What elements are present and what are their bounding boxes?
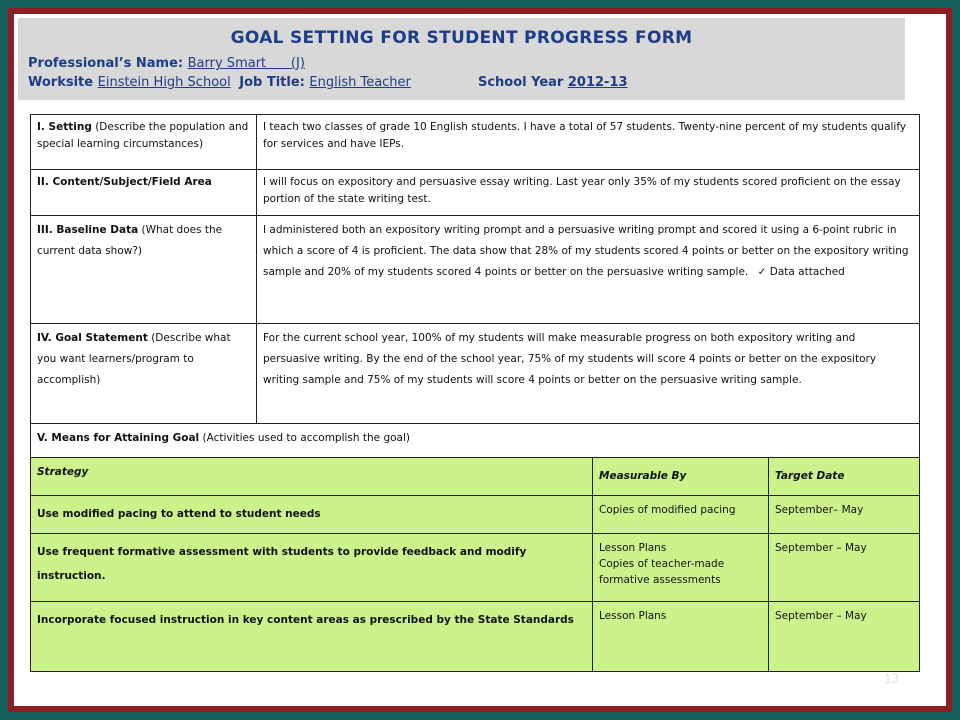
strategy-row	[31, 534, 920, 602]
measurable-header: Measurable By	[593, 458, 769, 496]
form-title: GOAL SETTING FOR STUDENT PROGRESS FORM	[230, 28, 693, 48]
measurable-text: Copies of modified pacing	[593, 496, 769, 534]
baseline-label: III. Baseline Data	[37, 224, 139, 236]
measurable-text: Lesson Plans	[593, 602, 769, 672]
setting-label-desc: (Describe the population and special learning circumstances)	[37, 121, 249, 150]
job-title-value: English Teacher	[309, 75, 411, 90]
baseline-text: I administered both an expository writing prompt and a persuasive writing prompt and scored it using a 6-point rubric in which a score of 4 is proficient. The data show that 28% of my students scored 4 points or better on the expository writing sample and 20% of my students scored 4 points or better on the persuasive writing sample.	[263, 224, 909, 278]
content-row	[31, 170, 920, 216]
baseline-text-cell	[257, 216, 920, 324]
goal-form-table	[30, 114, 920, 672]
setting-row	[31, 115, 920, 170]
professional-line	[28, 54, 895, 73]
measurable-text: Lesson Plans Copies of teacher-made formative assessments	[593, 534, 769, 602]
strategy-text: Incorporate focused instruction in key content areas as prescribed by the State Standards	[31, 602, 593, 672]
job-title-label: Job Title:	[239, 75, 305, 90]
professional-name: Barry Smart (J)	[187, 56, 305, 71]
setting-label: I. Setting	[37, 121, 92, 133]
school-year-value: 2012-13	[567, 75, 628, 90]
strategy-row	[31, 496, 920, 534]
goal-row	[31, 324, 920, 424]
worksite-value: Einstein High School	[97, 75, 231, 90]
setting-text: I teach two classes of grade 10 English students. I have a total of 57 students. Twenty-nine percent of my students qualify for services and have IEPs.	[257, 115, 920, 170]
means-row	[31, 424, 920, 458]
means-label: V. Means for Attaining Goal	[37, 432, 200, 444]
content-label: II. Content/Subject/Field Area	[31, 170, 257, 216]
form-header	[18, 18, 905, 100]
target-date-header: Target Date	[769, 458, 920, 496]
school-year-label: School Year	[477, 75, 564, 90]
setting-label-cell	[31, 115, 257, 170]
goal-label-cell	[31, 324, 257, 424]
strategy-text: Use frequent formative assessment with students to provide feedback and modify instruction.	[31, 534, 593, 602]
data-attached-note: Data attached	[769, 266, 845, 278]
strategy-header: Strategy	[31, 458, 593, 496]
baseline-label-desc: (What does the current data show?)	[37, 224, 223, 257]
worksite-line	[28, 73, 895, 92]
means-label-desc: (Activities used to accomplish the goal)	[199, 432, 410, 444]
baseline-label-cell	[31, 216, 257, 324]
means-cell	[31, 424, 920, 458]
goal-label: IV. Goal Statement	[37, 332, 148, 344]
target-date-text: September – May	[769, 602, 920, 672]
target-date-text: September – May	[769, 534, 920, 602]
goal-label-desc: (Describe what you want learners/program to accomplish)	[37, 332, 231, 386]
strategy-header-row	[31, 458, 920, 496]
professional-label: Professional’s Name:	[28, 56, 184, 71]
page-number: 13	[884, 672, 900, 686]
worksite-label: Worksite	[28, 75, 94, 90]
strategy-text: Use modified pacing to attend to student needs	[31, 496, 593, 534]
goal-text: For the current school year, 100% of my students will make measurable progress on both expository writing and persuasive writing. By the end of the school year, 75% of my students will score 4 points or better on the expository writing sample and 75% of my students will score 4 points or better on the persuasive writing sample.	[257, 324, 920, 424]
baseline-row	[31, 216, 920, 324]
target-date-text: September– May	[769, 496, 920, 534]
strategy-row	[31, 602, 920, 672]
content-text: I will focus on expository and persuasive essay writing. Last year only 35% of my students scored proficient on the essay portion of the state writing test.	[257, 170, 920, 216]
check-icon: ✓	[757, 266, 767, 278]
